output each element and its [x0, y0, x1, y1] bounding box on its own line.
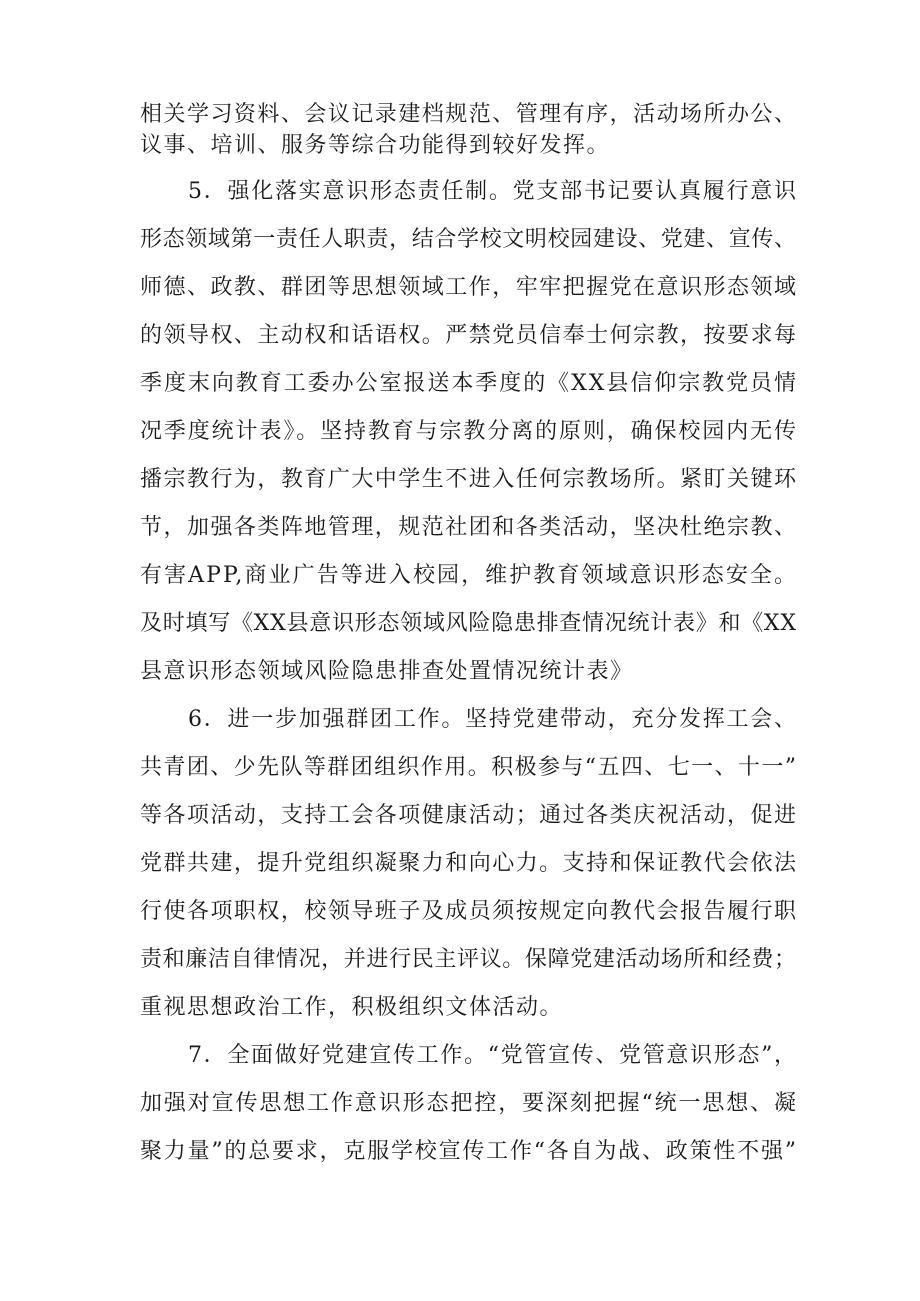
text-line: [0, 993, 920, 1023]
line-text: 6．进一步加强群团工作。坚持党建带动，充分发挥工会、: [188, 707, 798, 732]
line-text: 聚力量”的总要求，克服学校宣传工作“各自为战、政策性不强”: [140, 1139, 798, 1164]
line-text: 况季度统计表》。坚持教育与宗教分离的原则，确保校园内无传: [140, 419, 798, 444]
text-line: [0, 657, 920, 687]
line-text: 议事、培训、服务等综合功能得到较好发挥。: [140, 133, 611, 158]
text-line: [0, 753, 920, 783]
text-line: [0, 465, 920, 495]
line-text: 党群共建，提升党组织凝聚力和向心力。支持和保证教代会依法: [140, 851, 798, 876]
line-text: 共青团、少先队等群团组织作用。积极参与“五四、七一、十一”: [140, 755, 798, 780]
text-line: [0, 1089, 920, 1119]
paragraph-start-line: [0, 705, 920, 735]
paragraph-start-line: [0, 177, 920, 207]
text-line: [0, 1137, 920, 1167]
line-text: 责和廉洁自律情况，并进行民主评议。保障党建活动场所和经费；: [140, 947, 797, 972]
line-text: 的领导权、主动权和话语权。严禁党员信奉士何宗教，按要求每: [140, 323, 798, 348]
paragraph-start-line: [0, 1041, 920, 1071]
line-text: 及时填写《XX县意识形态领域风险隐患排查情况统计表》和《XX: [140, 611, 797, 636]
line-text: 相关学习资料、会议记录建档规范、管理有序，活动场所办公、: [140, 102, 798, 127]
line-text: 节，加强各类阵地管理，规范社团和各类活动，坚决杜绝宗教、: [140, 515, 798, 540]
line-text: 县意识形态领域风险隐患排查处置情况统计表》: [140, 659, 634, 684]
text-line: [0, 321, 920, 351]
line-text: 季度末向教育工委办公室报送本季度的《XX县信仰宗教党员情: [140, 371, 798, 396]
line-text: 等各项活动，支持工会各项健康活动；通过各类庆祝活动，促进: [140, 803, 798, 828]
line-text: 师德、政教、群团等思想领域工作，牢牢把握党在意识形态领域: [140, 275, 798, 300]
text-line: [0, 609, 920, 639]
text-line: [0, 100, 920, 130]
text-line: [0, 945, 920, 975]
text-line: [0, 849, 920, 879]
line-text: 形态领域第一责任人职责，结合学校文明校园建设、党建、宣传、: [140, 227, 797, 252]
text-line: [0, 369, 920, 399]
text-line: [0, 131, 920, 161]
line-text: 行使各项职权，校领导班子及成员须按规定向教代会报告履行职: [140, 899, 798, 924]
line-text: 5．强化落实意识形态责任制。党支部书记要认真履行意识: [188, 179, 798, 204]
text-line: [0, 801, 920, 831]
text-line: [0, 417, 920, 447]
text-line: [0, 225, 920, 255]
line-text: 加强对宣传思想工作意识形态把控，要深刻把握“统一思想、凝: [140, 1091, 798, 1116]
line-text: 有害APP,商业广告等进入校园，维护教育领域意识形态安全。: [140, 563, 799, 588]
text-line: [0, 561, 920, 591]
text-line: [0, 273, 920, 303]
line-text: 重视思想政治工作，积极组织文体活动。: [140, 995, 564, 1020]
line-text: 7．全面做好党建宣传工作。“党管宣传、党管意识形态”，: [188, 1043, 798, 1068]
text-line: [0, 897, 920, 927]
text-line: [0, 513, 920, 543]
line-text: 播宗教行为，教育广大中学生不进入任何宗教场所。紧盯关键环: [140, 467, 798, 492]
